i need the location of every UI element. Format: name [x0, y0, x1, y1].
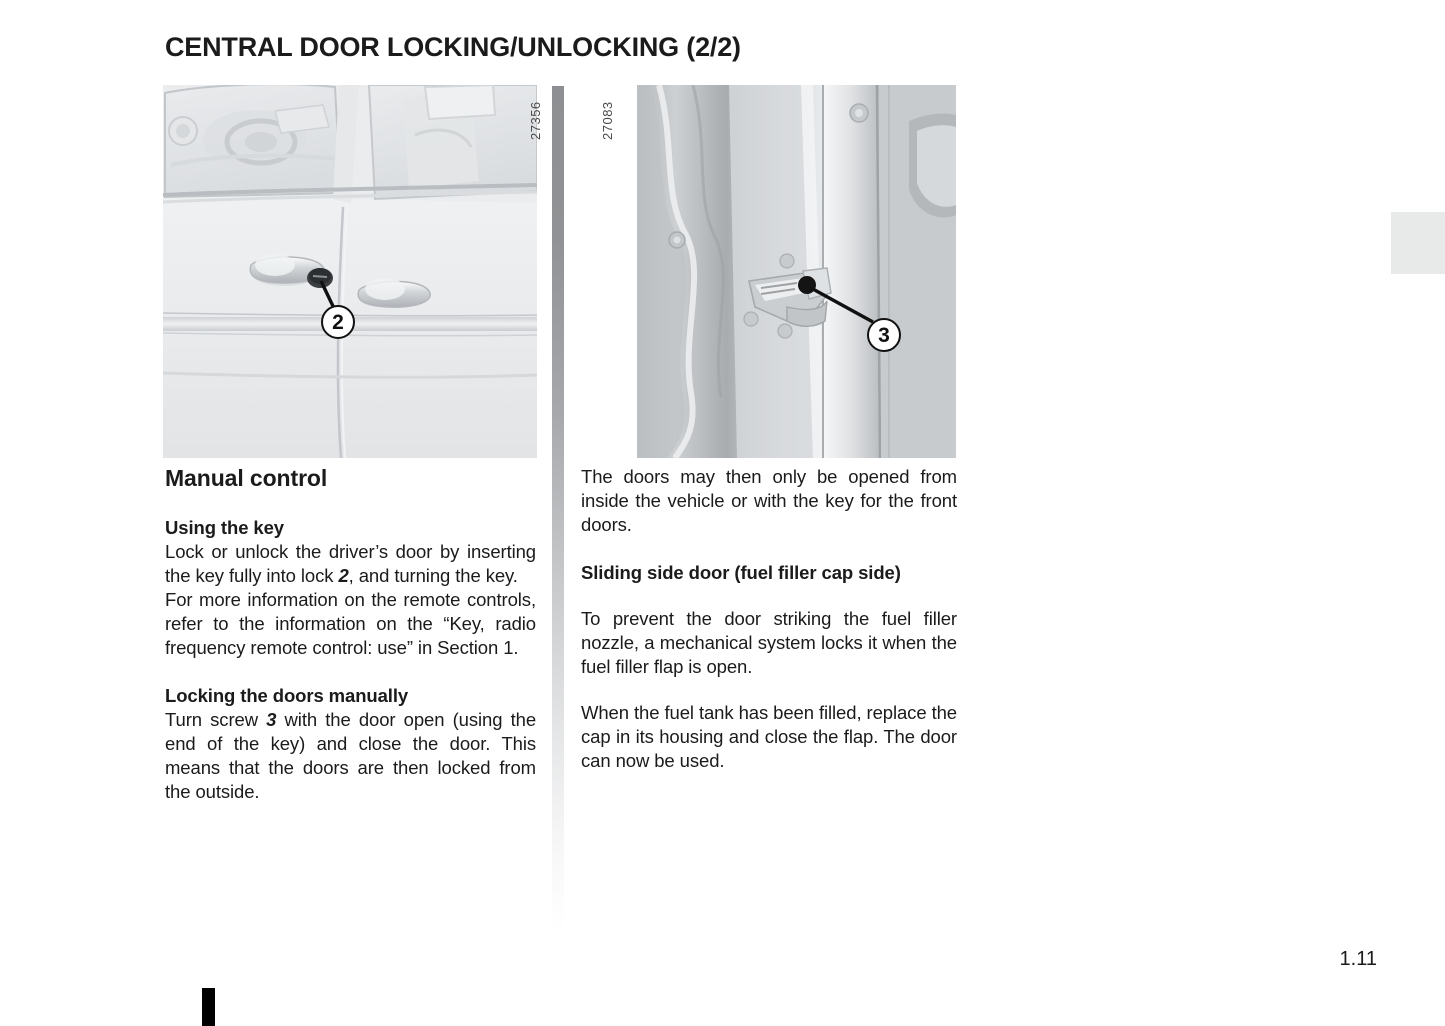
subheading-locking-doors-manually: Locking the doors manually [165, 685, 409, 706]
block-spacer [165, 660, 536, 684]
block-spacer [581, 537, 957, 561]
callout-3: 3 [867, 318, 901, 352]
subheading-sliding-side-door: Sliding side door (fuel filler cap side) [581, 562, 901, 583]
paragraph-text: Lock or unlock the driver’s door by inserting the key fully into lock 2, and turning the key. [165, 541, 536, 586]
paragraph-text: For more information on the remote controls, refer to the information on the “Key, radio frequency remote control: use” in Section 1. [165, 589, 536, 658]
section-edge-tab [1391, 212, 1445, 274]
figure-vehicle-door-handles [163, 85, 537, 458]
paragraph-text: Turn screw 3 with the door open (using the end of the key) and close the door. This means that the doors are then locked from the outside. [165, 709, 537, 802]
section-heading-manual-control: Manual control [165, 465, 328, 491]
page-title: CENTRAL DOOR LOCKING/UNLOCKING (2/2) [165, 32, 741, 62]
paragraph-text: To prevent the door striking the fuel filler nozzle, a mechanical system locks it when the fuel filler flap is open. [581, 608, 957, 677]
door-edge-locking-screw-illustration [637, 85, 956, 458]
paragraph-sliding-door-2 [581, 701, 957, 773]
paragraph-using-key-1 [165, 540, 536, 588]
paragraph-using-key-2 [165, 588, 536, 660]
figure-reference-27356: 27356 [528, 101, 543, 140]
column-divider [552, 86, 564, 931]
paragraph-sliding-door-1 [581, 607, 957, 679]
paragraph-text: When the fuel tank has been filled, replace the cap in its housing and close the flap. The door can now be used. [581, 702, 957, 771]
left-text-column [165, 465, 536, 804]
subheading-using-the-key: Using the key [165, 517, 284, 538]
right-text-column [581, 465, 957, 773]
page-number: 1.11 [1339, 948, 1377, 970]
figure-door-edge-locking-screw [637, 85, 956, 458]
figure-reference-27083: 27083 [600, 101, 615, 140]
bottom-edge-marker [200, 988, 217, 1026]
paragraph-text: The doors may then only be opened from inside the vehicle or with the key for the front doors. [581, 466, 957, 535]
vehicle-door-handles-illustration [163, 85, 537, 458]
paragraph-doors-opened-inside [581, 465, 957, 537]
paragraph-locking-manually-1 [165, 708, 536, 804]
callout-2: 2 [321, 305, 355, 339]
